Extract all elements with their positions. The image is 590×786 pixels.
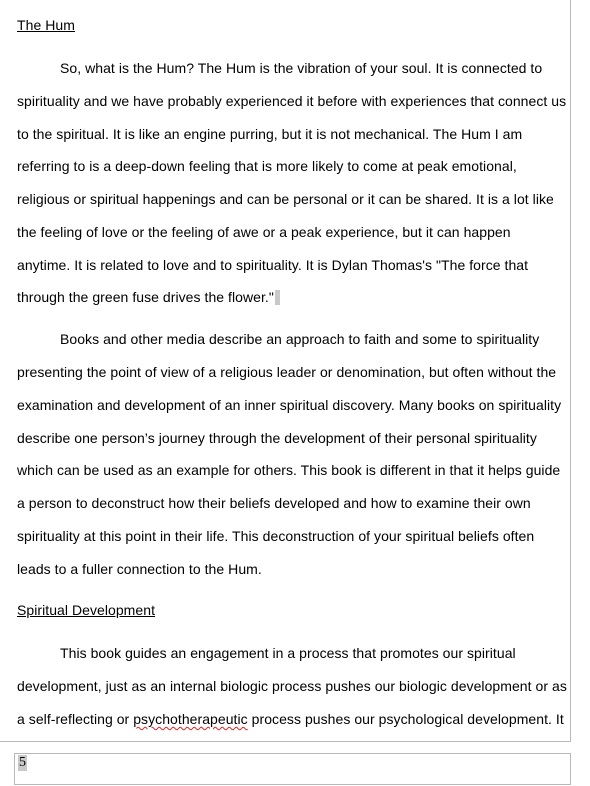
body-text: through the green fuse drives the flower." bbox=[17, 289, 274, 305]
paragraph-mark bbox=[275, 290, 280, 305]
body-line: leads to a fuller connection to the Hum. bbox=[17, 561, 262, 577]
body-line: religious or spiritual happenings and can be personal or it can be shared. It is a lot like bbox=[17, 191, 554, 207]
body-line: presenting the point of view of a religious leader or denomination, but often without the bbox=[17, 364, 557, 380]
body-line: to the spiritual. It is like an engine purring, but it is not mechanical. The Hum I am bbox=[17, 126, 523, 142]
body-line: Books and other media describe an approach to faith and some to spirituality bbox=[60, 331, 540, 347]
body-line: a person to deconstruct how their beliefs developed and how to examine their own bbox=[17, 495, 531, 511]
footer-area[interactable] bbox=[14, 753, 571, 785]
body-line: the feeling of love or the feeling of awe or a peak experience, but it can happen bbox=[17, 224, 511, 240]
body-text: a self-reflecting or bbox=[17, 711, 134, 727]
heading-the-hum: The Hum bbox=[17, 17, 75, 33]
body-line: describe one person’s journey through the development of their personal spirituality bbox=[17, 430, 537, 446]
spelling-error-word[interactable]: psychotherapeutic bbox=[133, 711, 248, 727]
body-line bbox=[17, 711, 564, 727]
body-line bbox=[17, 289, 280, 305]
body-line: So, what is the Hum? The Hum is the vibration of your soul. It is connected to bbox=[60, 60, 543, 76]
body-line: spirituality and we have probably experienced it before with experiences that connect us bbox=[17, 93, 567, 109]
body-line: This book guides an engagement in a process that promotes our spiritual bbox=[60, 645, 516, 661]
body-line: which can be used as an example for others. This book is different in that it helps guide bbox=[17, 462, 561, 478]
body-line: spirituality at this point in their life. This deconstruction of your spiritual beliefs often bbox=[17, 528, 535, 544]
heading-spiritual-development: Spiritual Development bbox=[17, 602, 156, 618]
body-text: process pushes our psychological development. It bbox=[247, 711, 564, 727]
body-line: referring to is a deep-down feeling that is more likely to come at peak emotional, bbox=[17, 158, 517, 174]
body-line: anytime. It is related to love and to spirituality. It is Dylan Thomas's "The force that bbox=[17, 257, 529, 273]
body-line: examination and development of an inner spiritual discovery. Many books on spirituality bbox=[17, 397, 562, 413]
body-line: development, just as an internal biologic process pushes our biologic development or as bbox=[17, 678, 567, 694]
page-number: 5 bbox=[19, 755, 26, 770]
